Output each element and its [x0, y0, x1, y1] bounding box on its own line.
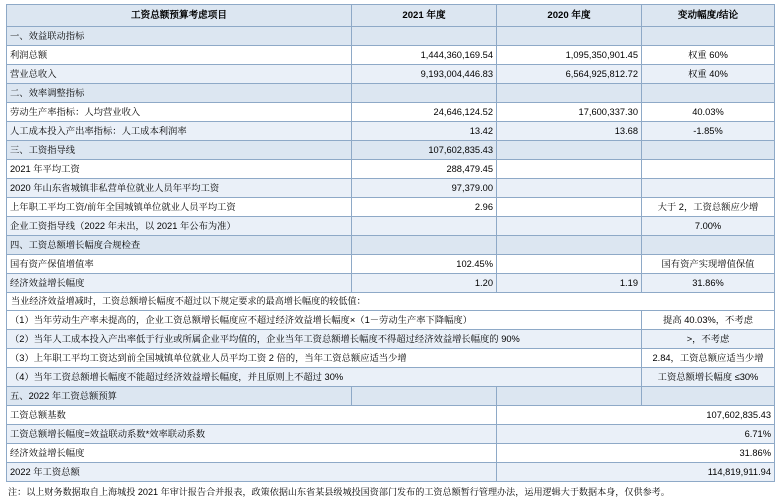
table-cell: 权重 60% — [642, 46, 775, 65]
table-row — [7, 46, 775, 65]
table-row — [7, 368, 775, 387]
table-cell: 劳动生产率指标：人均营业收入 — [7, 103, 352, 122]
table-row — [7, 444, 775, 463]
table-cell: 工资总额基数 — [7, 406, 497, 425]
table-row — [7, 406, 775, 425]
column-header-year-2021: 2021 年度 — [352, 5, 497, 27]
table-row — [7, 198, 775, 217]
table-body — [7, 27, 775, 482]
table-row — [7, 103, 775, 122]
table-cell: 102.45% — [352, 255, 497, 274]
table-cell — [497, 236, 642, 255]
table-row — [7, 349, 775, 368]
table-cell — [642, 387, 775, 406]
table-cell: 1,095,350,901.45 — [497, 46, 642, 65]
table-cell — [352, 217, 497, 236]
footnote: 注：以上财务数据取自上海城投 2021 年审计报告合并报表，政策依据山东省某县级城投国资部门发布的工资总额暂行管理办法，运用逻辑大于数据本身，仅供参考。 — [8, 487, 670, 497]
table-cell: 营业总收入 — [7, 65, 352, 84]
table-cell: 6.71% — [497, 425, 775, 444]
table-cell: 大于 2，工资总额应少增 — [642, 198, 775, 217]
table-cell: 四、工资总额增长幅度合规检查 — [7, 236, 352, 255]
table-cell: （1）当年劳动生产率未提高的，企业工资总额增长幅度应不超过经济效益增长幅度×（1－劳动生产率下降幅度） — [7, 311, 642, 330]
table-cell: -1.85% — [642, 122, 775, 141]
table-cell: 利润总额 — [7, 46, 352, 65]
table-cell: 2.96 — [352, 198, 497, 217]
table-cell: 2022 年工资总额 — [7, 463, 497, 482]
table-cell: 13.68 — [497, 122, 642, 141]
table-row — [7, 84, 775, 103]
table-cell: 6,564,925,812.72 — [497, 65, 642, 84]
column-header-year-2020: 2020 年度 — [497, 5, 642, 27]
table-cell: 13.42 — [352, 122, 497, 141]
table-cell: 人工成本投入产出率指标：人工成本利润率 — [7, 122, 352, 141]
table-cell: 24,646,124.52 — [352, 103, 497, 122]
table-row — [7, 293, 775, 311]
column-header-change: 变动幅度/结论 — [642, 5, 775, 27]
table-cell: 2021 年平均工资 — [7, 160, 352, 179]
table-header — [7, 5, 775, 27]
table-row — [7, 27, 775, 46]
table-row — [7, 311, 775, 330]
table-cell: 二、效率调整指标 — [7, 84, 352, 103]
table-cell — [352, 27, 497, 46]
table-cell — [352, 236, 497, 255]
table-cell: 权重 40% — [642, 65, 775, 84]
table-cell: 40.03% — [642, 103, 775, 122]
table-row — [7, 141, 775, 160]
table-cell: 提高 40.03%，不考虑 — [642, 311, 775, 330]
table-row — [7, 330, 775, 349]
table-cell: 上年职工平均工资/前年全国城镇单位就业人员平均工资 — [7, 198, 352, 217]
column-header-item: 工资总额预算考虑项目 — [7, 5, 352, 27]
table-cell — [497, 217, 642, 236]
table-cell — [352, 387, 497, 406]
table-cell: 五、2022 年工资总额预算 — [7, 387, 352, 406]
table-cell: 2.84，工资总额应适当少增 — [642, 349, 775, 368]
table-row — [7, 425, 775, 444]
table-cell: 31.86% — [497, 444, 775, 463]
table-cell — [497, 387, 642, 406]
table-cell — [642, 84, 775, 103]
table-cell — [497, 179, 642, 198]
table-cell — [497, 198, 642, 217]
table-cell — [642, 160, 775, 179]
table-cell — [642, 27, 775, 46]
table-cell: 7.00% — [642, 217, 775, 236]
table-cell: 97,379.00 — [352, 179, 497, 198]
table-cell: 国有资产保值增值率 — [7, 255, 352, 274]
table-header-row — [7, 5, 775, 27]
table-cell: 三、工资指导线 — [7, 141, 352, 160]
table-cell: 107,602,835.43 — [352, 141, 497, 160]
table-cell: 国有资产实现增值保值 — [642, 255, 775, 274]
table-note-cell: 当业经济效益增减时，工资总额增长幅度不超过以下规定要求的最高增长幅度的较低值： — [7, 293, 775, 311]
table-row — [7, 387, 775, 406]
table-cell — [497, 255, 642, 274]
table-row — [7, 217, 775, 236]
table-cell: （3）上年职工平均工资达到前全国城镇单位就业人员平均工资 2 倍的，当年工资总额应适当少增 — [7, 349, 642, 368]
table-cell: 2020 年山东省城镇非私营单位就业人员年平均工资 — [7, 179, 352, 198]
table-cell: 1.19 — [497, 274, 642, 293]
table-cell: 31.86% — [642, 274, 775, 293]
table-cell: 107,602,835.43 — [497, 406, 775, 425]
table-cell: （4）当年工资总额增长幅度不能超过经济效益增长幅度，并且原则上不超过 30% — [7, 368, 642, 387]
table-row — [7, 179, 775, 198]
table-cell: 工资总额增长幅度 ≤30% — [642, 368, 775, 387]
table-cell — [642, 141, 775, 160]
table-cell — [497, 141, 642, 160]
table-cell: 17,600,337.30 — [497, 103, 642, 122]
table-row — [7, 255, 775, 274]
table-row — [7, 122, 775, 141]
table-cell: >，不考虑 — [642, 330, 775, 349]
table-cell — [497, 27, 642, 46]
table-row — [7, 274, 775, 293]
table-cell: 114,819,911.94 — [497, 463, 775, 482]
table-cell — [352, 84, 497, 103]
table-cell: 工资总额增长幅度=效益联动系数*效率联动系数 — [7, 425, 497, 444]
table-cell: 一、效益联动指标 — [7, 27, 352, 46]
table-row — [7, 236, 775, 255]
table-row — [7, 463, 775, 482]
table-cell: 企业工资指导线（2022 年未出，以 2021 年公布为准） — [7, 217, 352, 236]
table-cell: 1.20 — [352, 274, 497, 293]
table-cell — [642, 236, 775, 255]
table-cell: 9,193,004,446.83 — [352, 65, 497, 84]
table-cell: 288,479.45 — [352, 160, 497, 179]
table-cell: （2）当年人工成本投入产出率低于行业或所属企业平均值的，企业当年工资总额增长幅度不得超过经济效益增长幅度的 90% — [7, 330, 642, 349]
table-cell — [497, 84, 642, 103]
table-cell: 1,444,360,169.54 — [352, 46, 497, 65]
table-row — [7, 160, 775, 179]
table-cell — [642, 179, 775, 198]
table-cell — [497, 160, 642, 179]
table-cell: 经济效益增长幅度 — [7, 444, 497, 463]
table-row — [7, 65, 775, 84]
table-cell: 经济效益增长幅度 — [7, 274, 352, 293]
salary-budget-table — [6, 4, 775, 482]
